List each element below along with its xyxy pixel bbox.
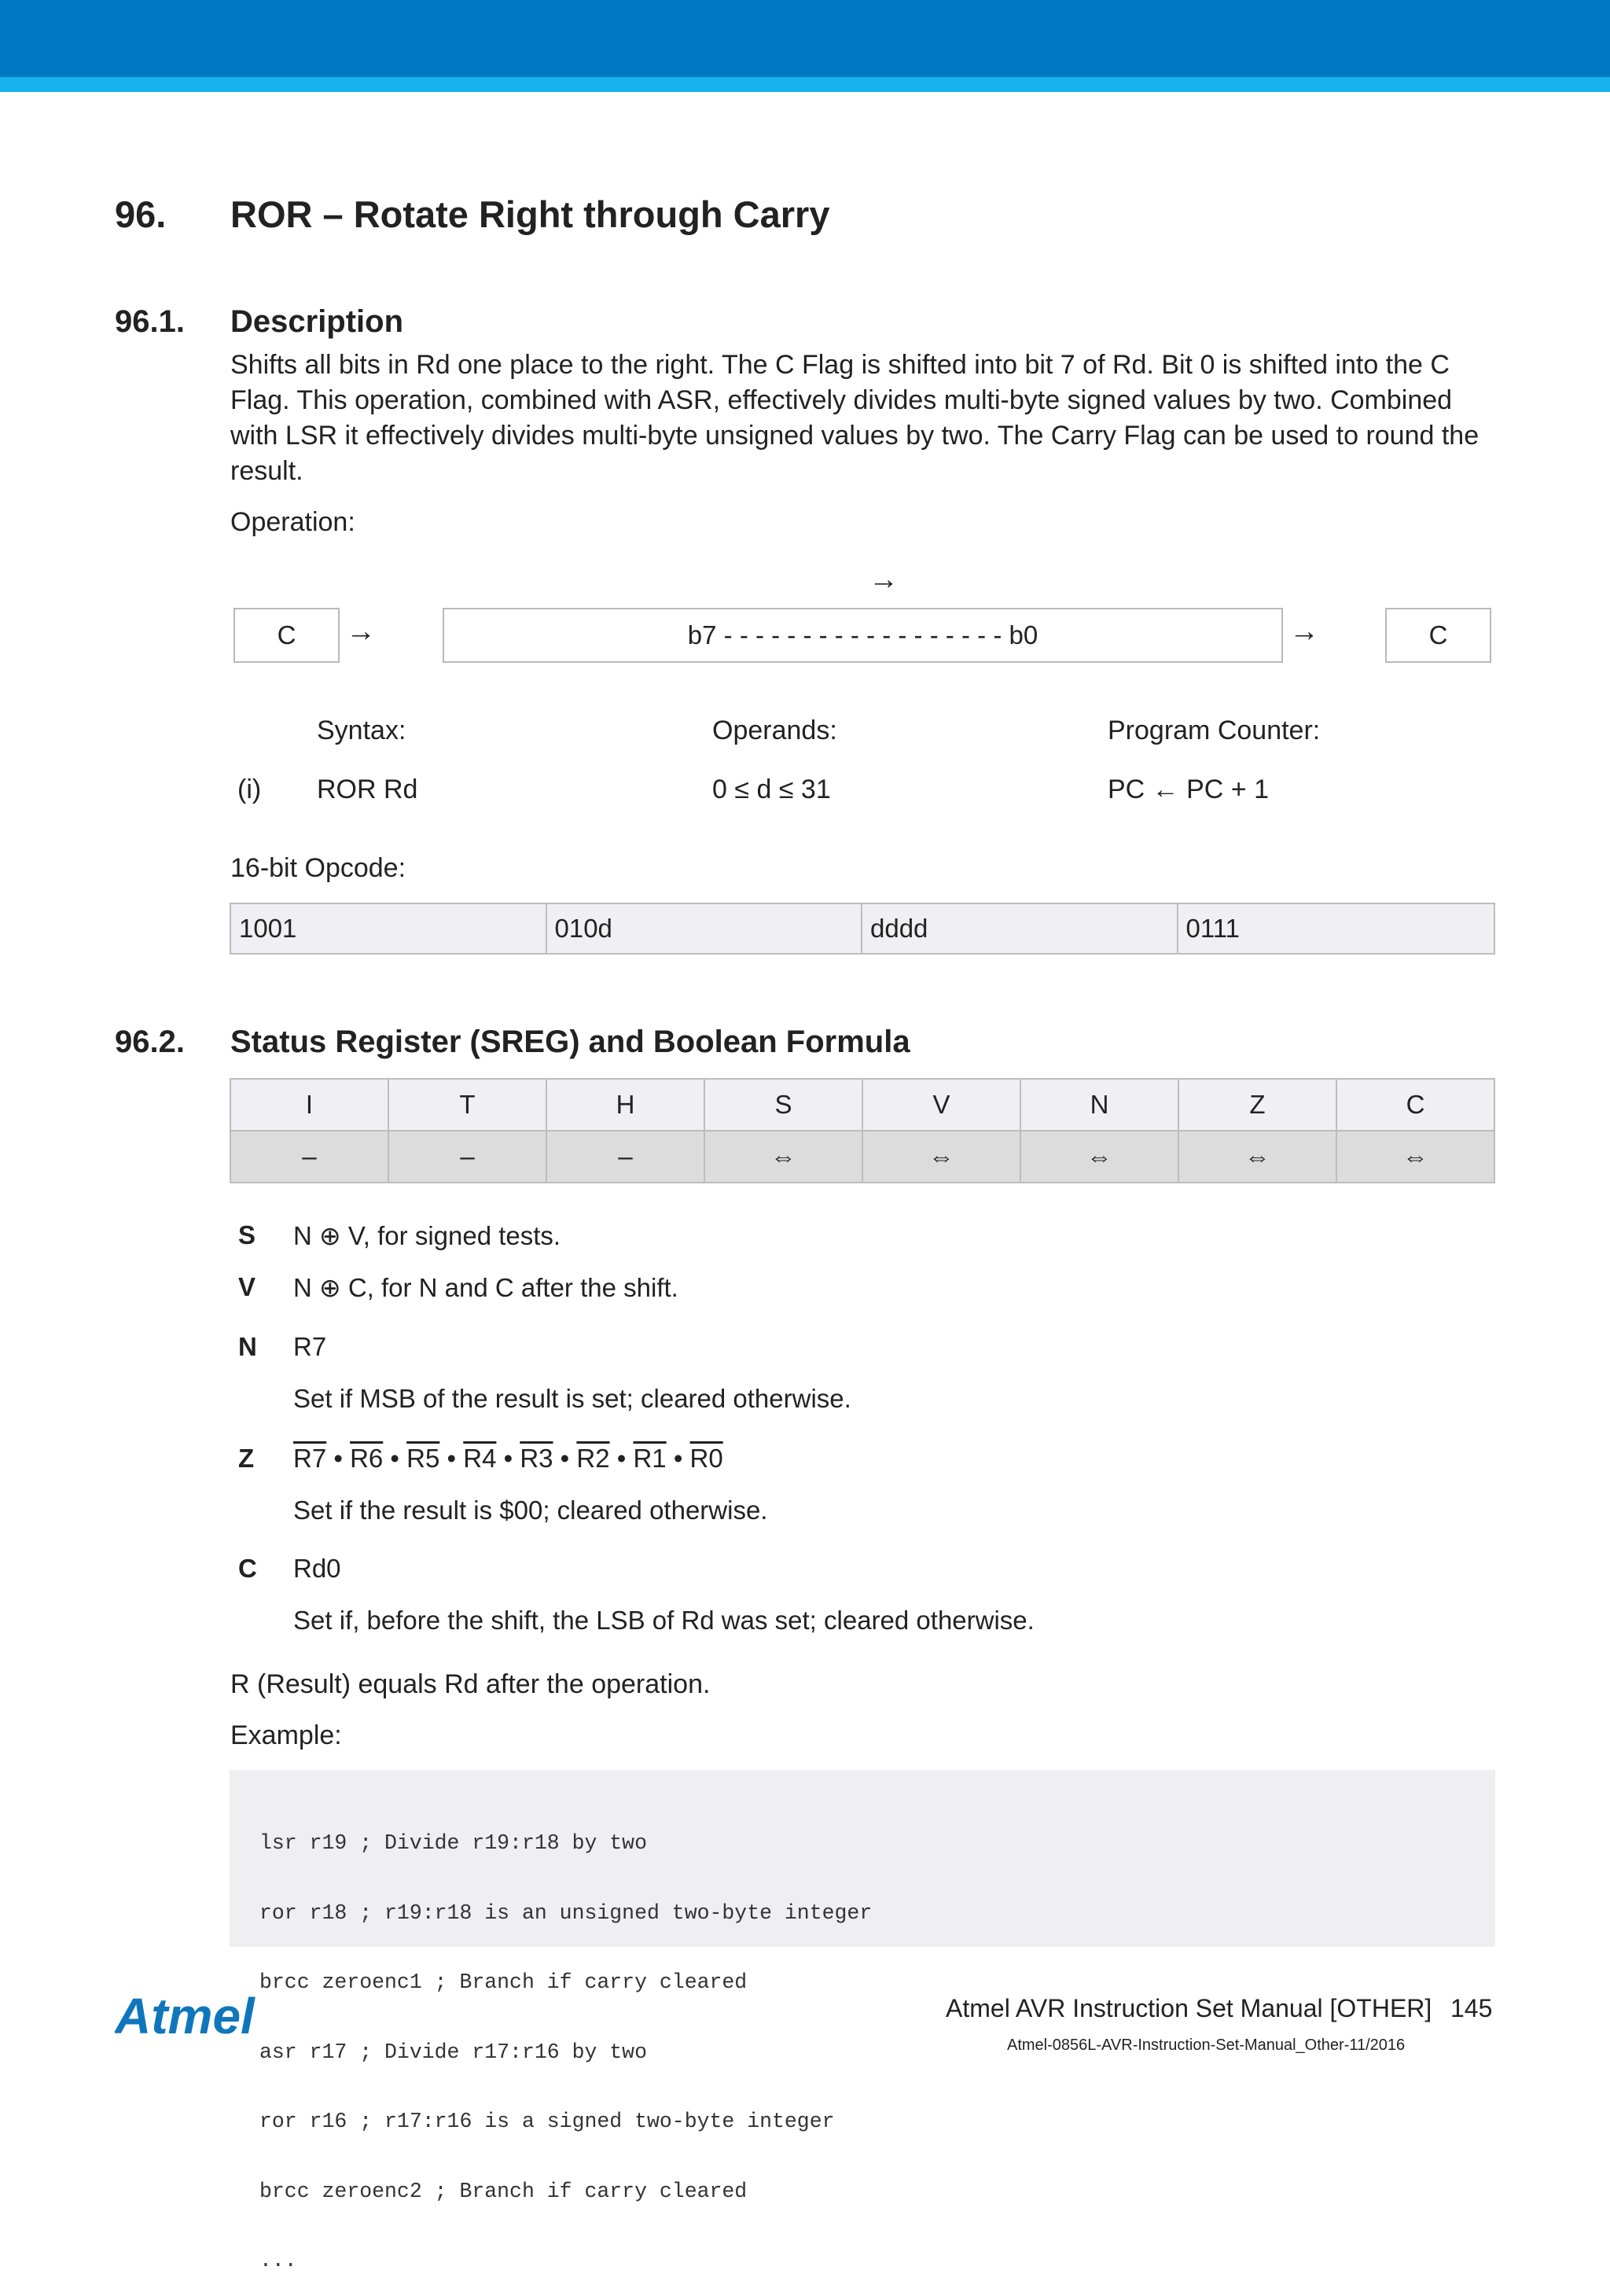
z-term: R0 (689, 1444, 723, 1473)
sreg-flag-value: ⇔ (1020, 1131, 1178, 1183)
z-term: R4 (463, 1444, 497, 1473)
operation-label: Operation: (230, 507, 355, 537)
syntax-value: ROR Rd (317, 775, 418, 804)
sreg-flag-value: ⇔ (862, 1131, 1020, 1183)
code-line: brcc zeroenc1 ; Branch if carry cleared (259, 1970, 748, 1994)
flag-c-note: Set if, before the shift, the LSB of Rd was set; cleared otherwise. (293, 1606, 1035, 1635)
register-box: b7 - - - - - - - - - - - - - - - - - - b0 (443, 608, 1283, 663)
code-line: brcc zeroenc2 ; Branch if carry cleared (259, 2179, 748, 2203)
flag-c-formula: Rd0 (293, 1554, 341, 1583)
flag-v-formula: N ⊕ C, for N and C after the shift. (293, 1273, 678, 1302)
arrow-out-register: → (1289, 615, 1319, 648)
atmel-logo-text: Atmel (115, 1991, 255, 2041)
syntax-row-id: (i) (237, 775, 262, 804)
sreg-flag-header: I (230, 1079, 388, 1131)
sreg-title: Status Register (SREG) and Boolean Formula (230, 1025, 910, 1059)
z-sep: • (553, 1444, 577, 1473)
z-sep: • (496, 1444, 520, 1473)
opcode-cell: dddd (862, 903, 1178, 954)
rotate-arrow-top: → (869, 563, 899, 596)
carry-box-right: C (1385, 608, 1491, 663)
code-line: lsr r19 ; Divide r19:r18 by two (259, 1831, 647, 1855)
footer-doc-id: Atmel-0856L-AVR-Instruction-Set-Manual_Other-11/2016 (1007, 2037, 1406, 2054)
z-sep: • (326, 1444, 351, 1473)
sreg-flag-header: H (546, 1079, 704, 1131)
z-term: R2 (576, 1444, 610, 1473)
opcode-table (230, 903, 1495, 955)
sreg-number: 96.2. (115, 1025, 185, 1059)
footer-manual-title: Atmel AVR Instruction Set Manual [OTHER] (946, 1994, 1432, 2022)
z-term: R5 (406, 1444, 440, 1473)
opcode-cell: 1001 (230, 903, 546, 954)
footer-page-number: 145 (1450, 1994, 1493, 2022)
sreg-flag-value: ⇔ (1336, 1131, 1494, 1183)
result-note: R (Result) equals Rd after the operation. (230, 1669, 711, 1699)
z-sep: • (383, 1444, 407, 1473)
sreg-flag-header: Z (1178, 1079, 1336, 1131)
sreg-flag-value: ⇔ (704, 1131, 862, 1183)
description-title: Description (230, 304, 404, 339)
sreg-flag-header: V (862, 1079, 1020, 1131)
flag-c-label: C (238, 1554, 257, 1583)
code-line: ror r16 ; r17:r16 is a signed two-byte integer (259, 2110, 835, 2133)
sreg-flag-value: – (546, 1131, 704, 1183)
sreg-flag-header: T (388, 1079, 546, 1131)
flag-n-label: N (238, 1332, 257, 1361)
section-number: 96. (115, 193, 167, 235)
sreg-flag-value: – (388, 1131, 546, 1183)
flag-s-label: S (238, 1220, 256, 1249)
z-term: R6 (350, 1444, 384, 1473)
code-line: asr r17 ; Divide r17:r16 by two (259, 2040, 647, 2064)
sreg-flag-header: S (704, 1079, 862, 1131)
header-accent-band (0, 77, 1610, 92)
atmel-logo (115, 1991, 280, 2041)
sreg-flag-header: N (1020, 1079, 1178, 1131)
flag-z-note: Set if the result is $00; cleared otherwise. (293, 1496, 768, 1525)
operands-value: 0 ≤ d ≤ 31 (712, 775, 831, 804)
carry-box-left: C (233, 608, 340, 663)
z-term: R3 (520, 1444, 553, 1473)
program-counter-header: Program Counter: (1108, 716, 1321, 745)
opcode-cell: 010d (546, 903, 862, 954)
opcode-label: 16-bit Opcode: (230, 853, 406, 883)
header-band (0, 0, 1610, 77)
opcode-cell: 0111 (1178, 903, 1495, 954)
flag-v-label: V (238, 1272, 256, 1301)
program-counter-value: PC ← PC + 1 (1108, 775, 1270, 804)
flag-n-formula: R7 (293, 1332, 327, 1361)
z-sep: • (439, 1444, 464, 1473)
z-term: R7 (293, 1444, 327, 1473)
sreg-flag-value: ⇔ (1178, 1131, 1336, 1183)
code-line: ... (259, 2249, 297, 2272)
code-line: ror r18 ; r19:r18 is an unsigned two-byte integer (259, 1900, 873, 1925)
section-title: ROR – Rotate Right through Carry (230, 193, 830, 235)
flag-n-note: Set if MSB of the result is set; cleared otherwise. (293, 1384, 851, 1413)
flag-z-label: Z (238, 1444, 255, 1473)
example-label: Example: (230, 1720, 342, 1750)
operands-header: Operands: (712, 716, 837, 745)
z-sep: • (609, 1444, 634, 1473)
arrow-into-register: → (346, 615, 376, 648)
description-text: Shifts all bits in Rd one place to the right. The C Flag is shifted into bit 7 of Rd. Bit 0 is shifted into the C Flag. This operation, combined with ASR, effectively divides multi-byte signed values by two. Combined with LSR it effectively divides multi-byte unsigned values by two. The Carry Flag can be used to round the result. (230, 350, 1480, 486)
z-term: R1 (633, 1444, 667, 1473)
description-number: 96.1. (115, 304, 185, 339)
sreg-flag-header: C (1336, 1079, 1494, 1131)
sreg-table (230, 1078, 1495, 1183)
sreg-flag-value: – (230, 1131, 388, 1183)
flag-z-formula (293, 1444, 723, 1474)
syntax-header: Syntax: (317, 716, 406, 745)
flag-s-formula: N ⊕ V, for signed tests. (293, 1221, 561, 1250)
z-sep: • (666, 1444, 690, 1473)
